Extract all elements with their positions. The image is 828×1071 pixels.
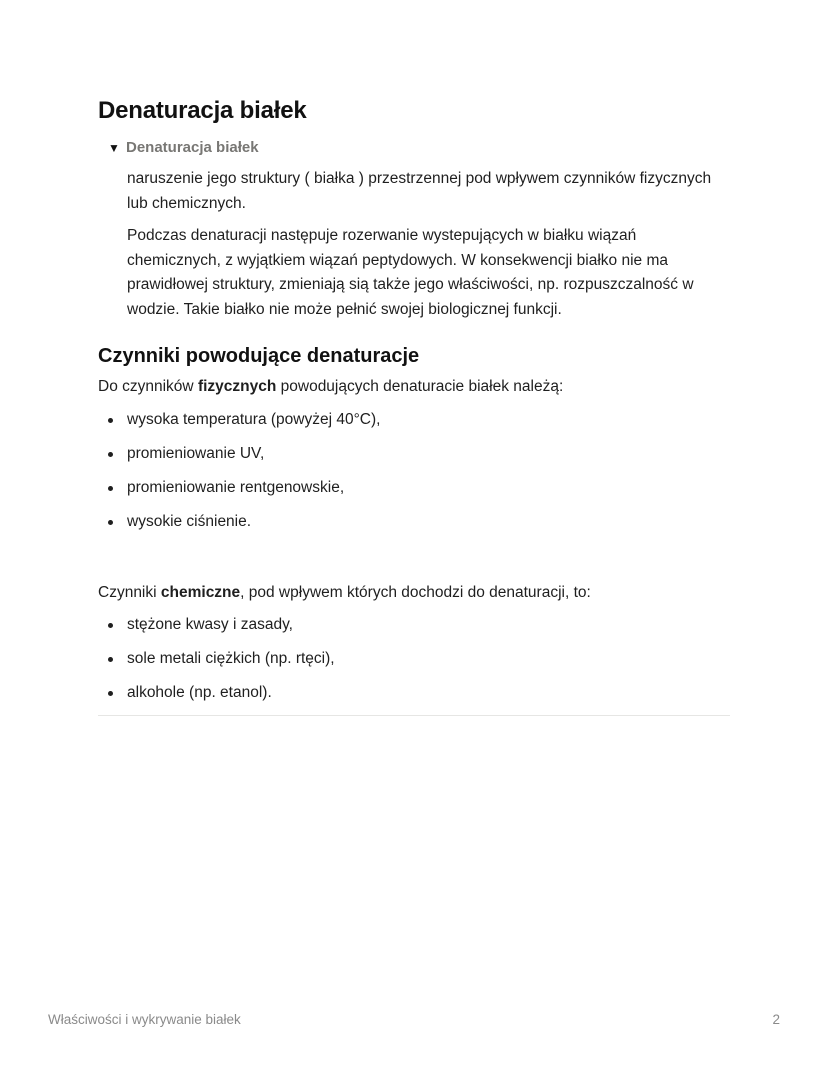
footer-page-number: 2 (772, 1012, 780, 1027)
footer-document-title: Właściwości i wykrywanie białek (48, 1012, 241, 1027)
chemical-intro-text-after: , pod wpływem których dochodzi do denaturacji, to: (240, 583, 591, 601)
physical-intro-text-before: Do czynników (98, 378, 198, 395)
bullet-icon (108, 486, 113, 491)
toggle-paragraph-definition: naruszenie jego struktury ( białka ) przestrzennej pod wpływem czynników fizycznych lub chemicznych. (127, 170, 712, 212)
list-item-text: promieniowanie UV, (127, 444, 265, 462)
divider (98, 715, 730, 716)
page-title: Denaturacja białek (98, 97, 307, 124)
list-item (98, 613, 730, 637)
bullet-icon (108, 657, 113, 662)
toggle-block (98, 138, 730, 322)
list-item-text: stężone kwasy i zasady, (127, 616, 293, 633)
bullet-icon (108, 418, 113, 423)
list-item (98, 681, 730, 705)
list-item-text: wysokie ciśnienie. (127, 512, 252, 530)
bullet-icon (108, 520, 113, 525)
physical-intro-bold: fizycznych (197, 378, 277, 395)
empty-block (98, 544, 730, 581)
list-item (98, 510, 730, 534)
list-item (98, 476, 730, 500)
toggle-body (127, 167, 730, 322)
bullet-icon (108, 623, 113, 628)
bullet-icon (108, 452, 113, 457)
physical-factors-intro (98, 375, 730, 400)
toggle-summary[interactable] (108, 138, 730, 158)
list-item (98, 408, 730, 432)
physical-factors-list (98, 408, 730, 534)
list-item (98, 647, 730, 671)
chemical-intro-bold: chemiczne (160, 583, 241, 601)
page-content (98, 96, 730, 716)
chemical-intro-text-before: Czynniki (98, 583, 161, 601)
list-item-text: alkohole (np. etanol). (127, 684, 272, 701)
list-item-text: sole metali ciężkich (np. rtęci), (127, 650, 335, 667)
section-heading: Czynniki powodujące denaturacje (98, 345, 420, 367)
chemical-factors-intro (98, 581, 730, 606)
bullet-icon (108, 691, 113, 696)
toggle-paragraph-details: Podczas denaturacji następuje rozerwanie wystepujących w białku wiązań chemicznych, z wyjątkiem wiązań peptydowych. W konsekwencji białko nie ma prawidłowej struktury, zmieniają sią także jego właściwości, np. rozpuszczalność w wodzie. Takie białko nie może pełnić swojej biologicznej funkcji. (127, 227, 694, 318)
toggle-title[interactable]: Denaturacja białek (126, 139, 259, 156)
list-item-text: wysoka temperatura (powyżej 40°C), (127, 410, 381, 428)
list-item-text: promieniowanie rentgenowskie, (127, 478, 345, 496)
physical-intro-text-after: powodujących denaturacie białek należą: (276, 378, 564, 395)
triangle-down-icon[interactable]: ▼ (108, 141, 120, 155)
chemical-factors-list (98, 613, 730, 705)
list-item (98, 442, 730, 466)
